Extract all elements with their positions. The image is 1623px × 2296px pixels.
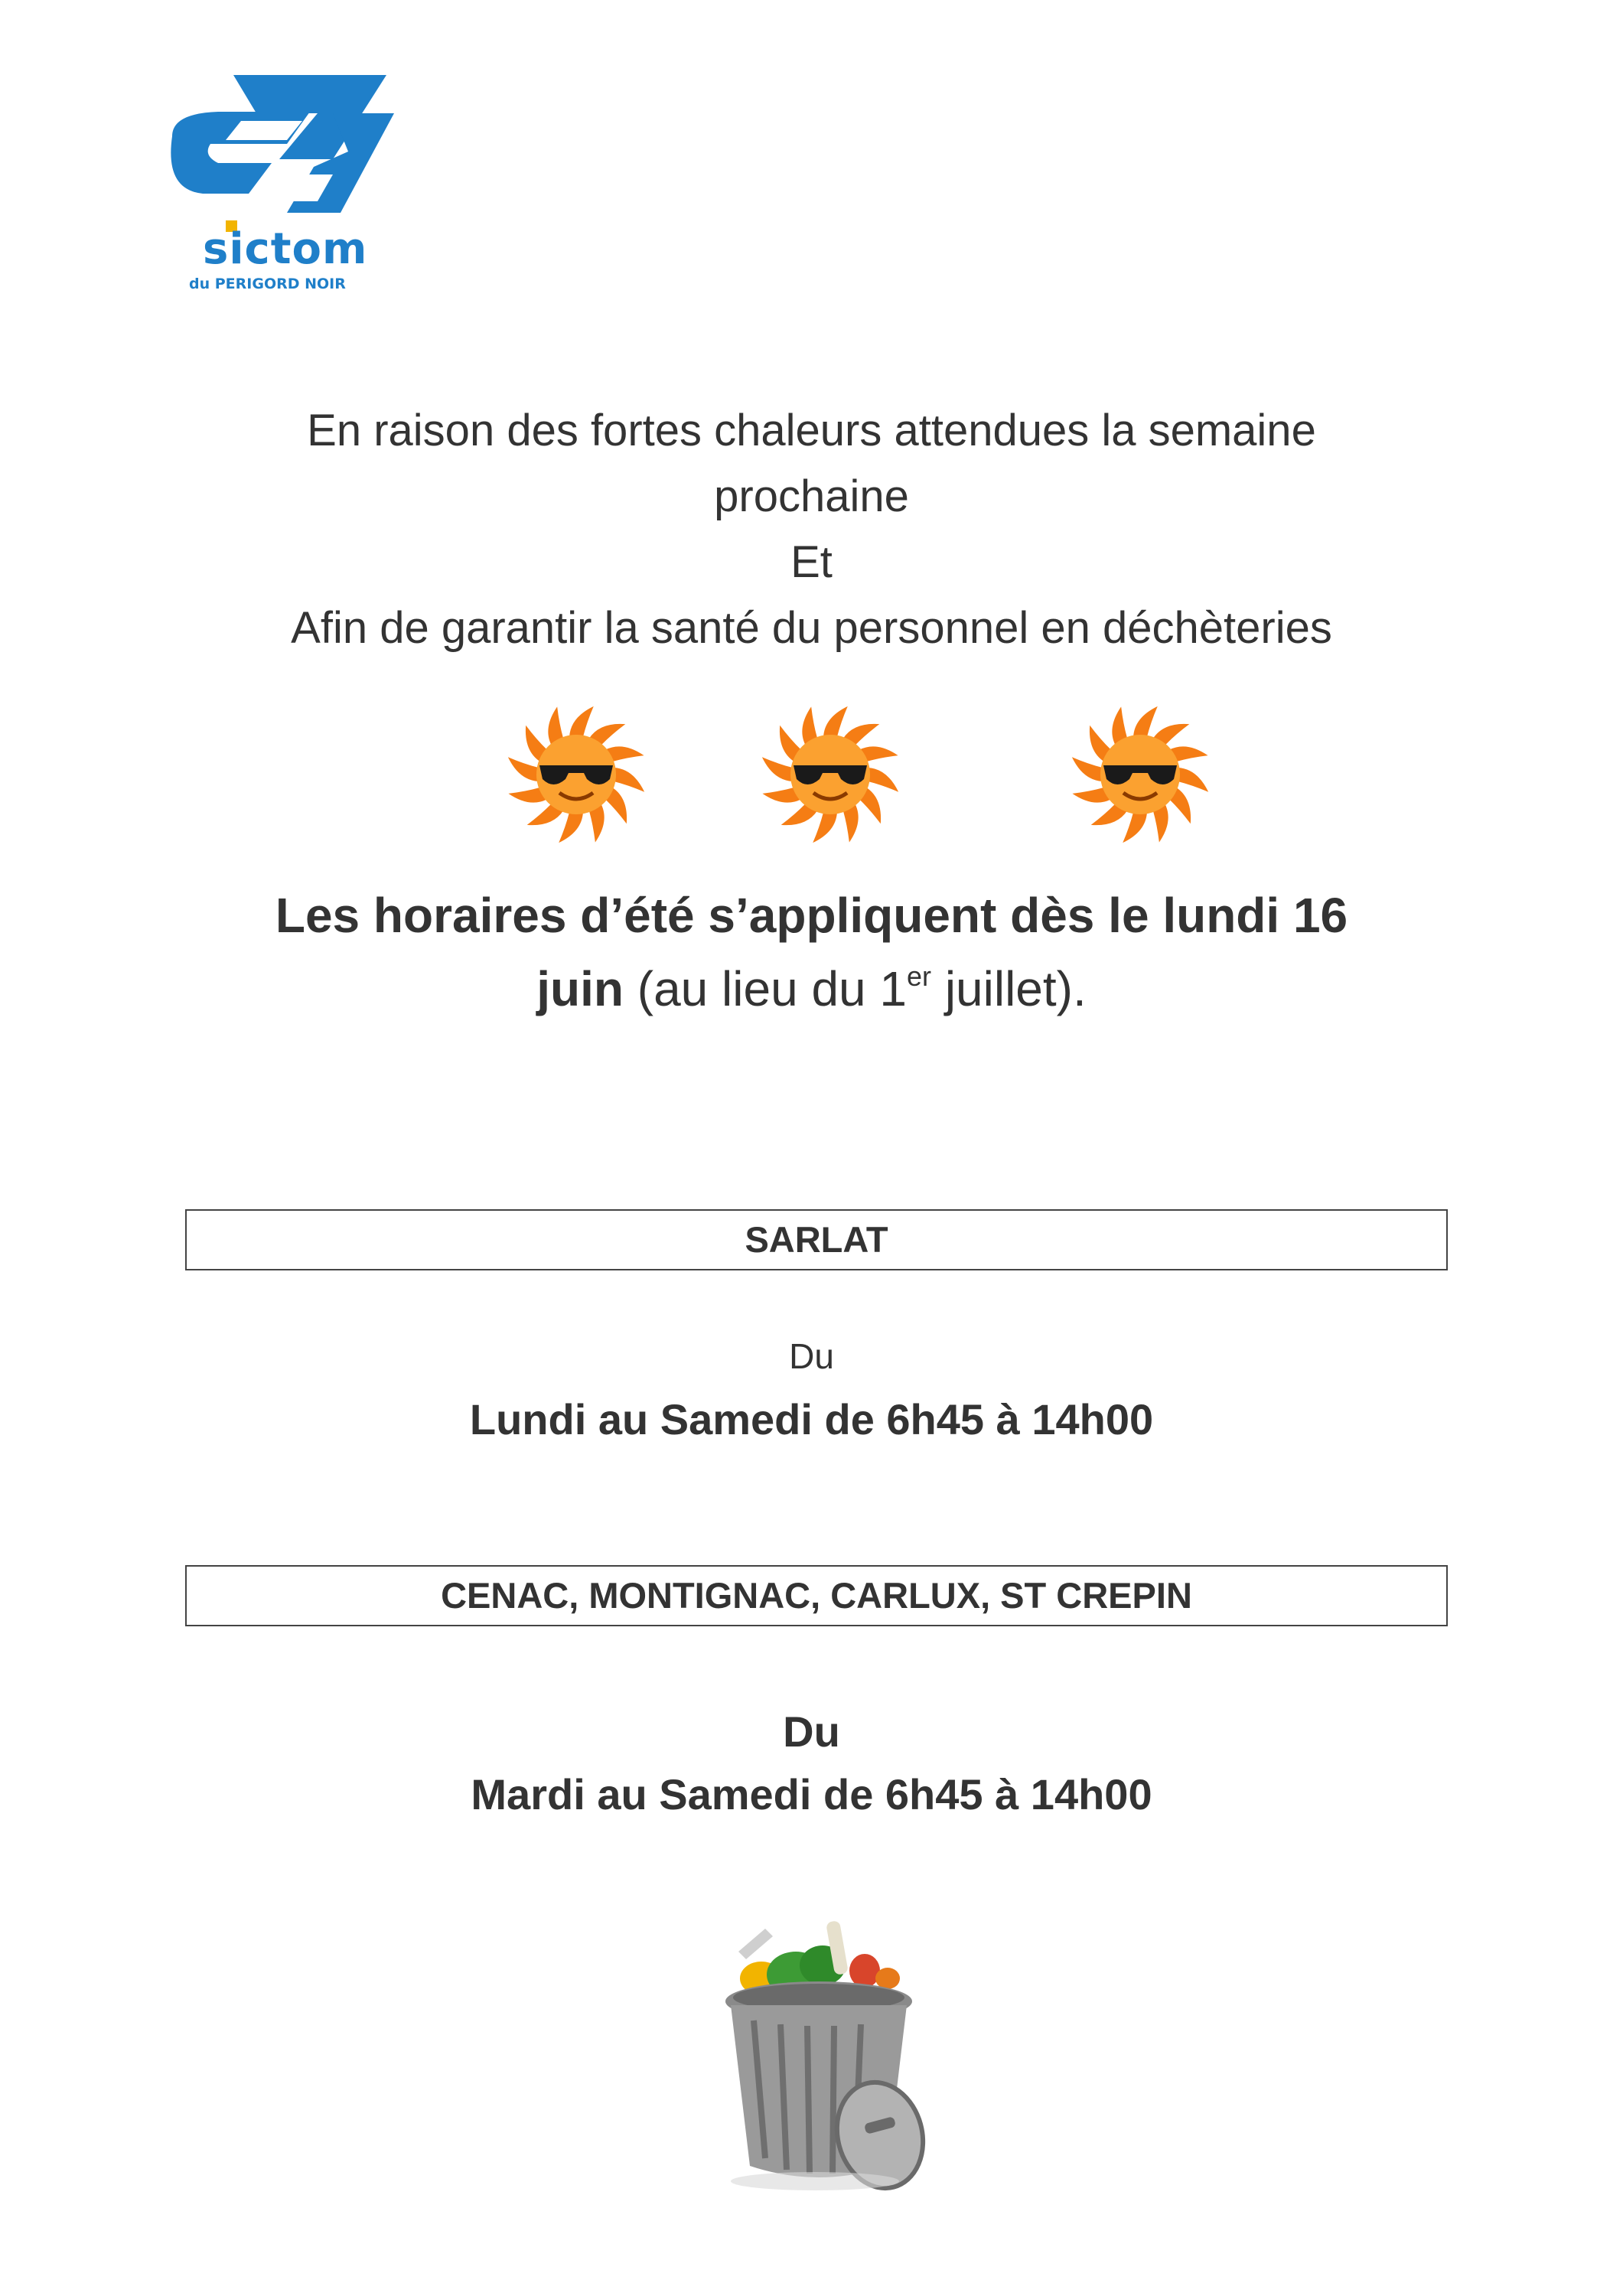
- intro-line: Afin de garantir la santé du personnel en déchèteries: [291, 603, 1332, 653]
- sun-ray: [508, 757, 539, 781]
- headline-normal-text: juillet).: [931, 961, 1087, 1016]
- sun-ray: [1178, 768, 1208, 792]
- schedule-hours: Lundi au Samedi de 6h45 à 14h00: [469, 1395, 1154, 1443]
- sun-with-sunglasses-icon: [754, 698, 907, 851]
- sun-ray: [1133, 706, 1158, 737]
- site-name-box: SARLAT: [185, 1209, 1448, 1270]
- intro-line: Et: [790, 537, 833, 587]
- schedule-du: Du: [783, 1707, 840, 1756]
- sun-ray: [1072, 757, 1103, 781]
- intro-line: En raison des fortes chaleurs attendues la semaine: [307, 406, 1316, 455]
- sun-ray: [569, 706, 594, 737]
- headline-bold-word: juin: [536, 961, 624, 1016]
- headline-bold-line: Les horaires d’été s’appliquent dès le lundi 16: [275, 888, 1348, 943]
- logo-name: sictom: [203, 224, 368, 274]
- headline: [0, 879, 1623, 1026]
- headline-normal-text: (au lieu du 1: [623, 961, 908, 1016]
- sun-ray: [762, 757, 793, 781]
- logo-subtitle: du PERIGORD NOIR: [189, 276, 346, 292]
- sun-with-sunglasses-icon: [1064, 698, 1217, 851]
- sun-ray: [614, 768, 644, 792]
- sun-ray: [1123, 812, 1147, 843]
- sun-with-sunglasses-icon: [500, 698, 653, 851]
- sun-ray: [823, 706, 848, 737]
- site-name-box: CENAC, MONTIGNAC, CARLUX, ST CREPIN: [185, 1565, 1448, 1626]
- sun-ray: [813, 812, 837, 843]
- intro-line: prochaine: [714, 471, 909, 521]
- headline-superscript: er: [907, 960, 932, 992]
- trash-bin-icon: [708, 1906, 930, 2197]
- schedule-hours: Mardi au Samedi de 6h45 à 14h00: [471, 1770, 1152, 1818]
- sun-ray: [559, 812, 583, 843]
- sun-ray: [868, 768, 898, 792]
- schedule-du: Du: [789, 1336, 834, 1376]
- sictom-logo: [157, 67, 402, 297]
- sictom-logo-mark: [157, 67, 402, 228]
- intro-text: [0, 398, 1623, 661]
